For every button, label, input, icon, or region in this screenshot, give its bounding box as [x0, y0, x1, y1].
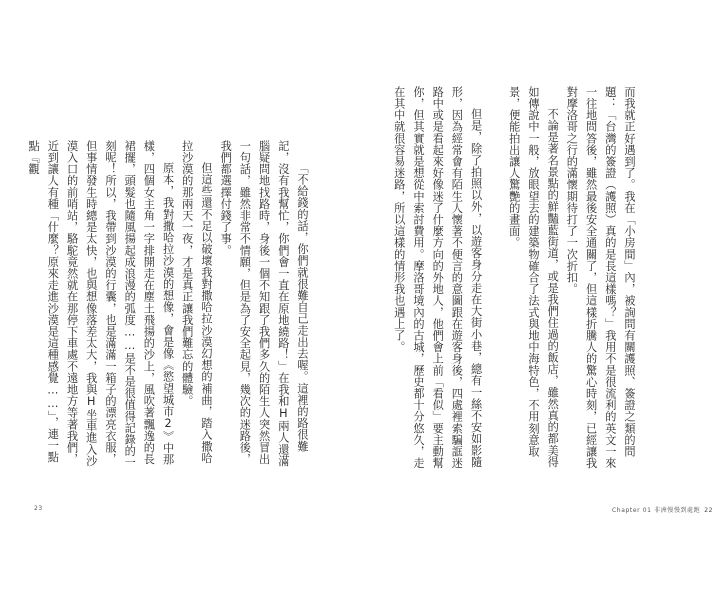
paragraph: 原本，我對撒哈拉沙漠的想像，會是像《慾望城市2》中那樣，四個女主角一字排開走在塵土飛揚的沙上，風吹著飄逸的長裙擺，頭髮也隨風揚起成浪漫的弧度……是不是很值得記錄的一刻呢！所以，我帶到沙漠的行囊，也是滿滿一箱子的漂亮衣服，但事情發生時總是太快，也與想像落差太大，我與H坐車進入沙漠入口的前哨站，駱駝竟然就在那停下車處不遠地方等著我們，近到讓人有種「什麼？原來走進沙漠是這種感覺……」，連一點點『觀	[27, 140, 175, 469]
right-page	[327, 0, 713, 609]
paragraph: 但是，除了拍照以外，以遊客身分走在大街小巷，總有一絲不安如影隨形，因為經常會有陌生人懷著不便言的意圖跟在遊客身後，四處裡索騙誆迷路中或是看起來好像迷了什麼方向的外地人，他們會上前「看似」要主動幫你，但其實就是想從中索討費用。摩洛哥境內的古城，歷史都十分悠久，走在其中就很容易迷路，所以這樣的情形我也遇上了。	[392, 86, 483, 469]
paragraph: 但這些還不足以破壞我對撒哈拉沙漠幻想的補曲，踏入撒哈拉沙漠的那兩天一夜，才是真正讓我們難忘的體驗。	[180, 140, 213, 464]
left-page-text	[4, 140, 312, 474]
right-page-text	[331, 86, 639, 474]
left-page	[0, 0, 327, 609]
page-number: 23	[34, 505, 43, 512]
paragraph: 而我就正好遇到了。我在「小房間」內，被詢問有關護照、簽證之類的問題：「台灣的簽證（護照）真的是長這樣嗎？」我用不是很流利的英文一來一往地問答後，雖然最後安全通關了，但這樣折騰人的驚心時刻，已經讓我對摩洛哥之行的滿懷期待打了一次折扣。	[565, 86, 636, 469]
page-number: 22	[704, 507, 713, 514]
paragraph: 「不給錢的話，你們就很難自己走出去喔。這裡的路很難記，沒有我幫忙，你們會一直在原地繞路！」在我和H兩人還滿腦疑問地找路時，身後一個不知跟了我們多久的陌生人突然冒出一句話，雖然非常不情願，但是為了安全起見，幾次的迷路後，我們都選擇付錢了事。	[219, 140, 309, 467]
chapter-label: Chapter 01 非洲慢慢到處跑	[612, 507, 701, 514]
running-footer	[612, 505, 713, 514]
paragraph: 不論是著名景點的鮮豔藍街道，或是我們住過的飯店，雖然真的都美得如傳說中一般，放眼望去的建築物確合了法式與地中海特色，不用刻意取景，便能拍出讓人驚艷的畫面。	[507, 86, 560, 468]
